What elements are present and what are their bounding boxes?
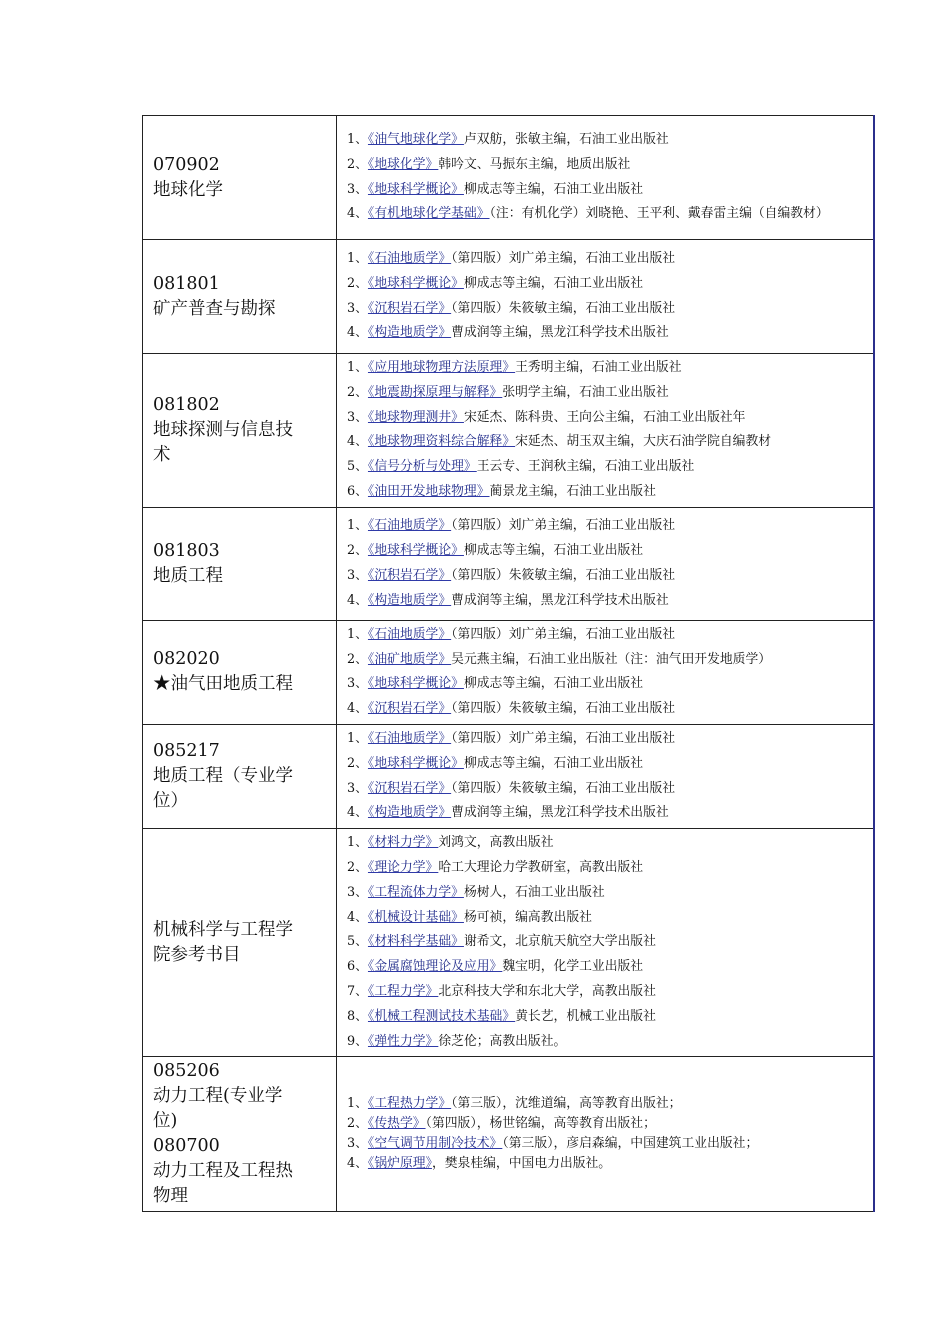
book-details: 刘鸿文，高教出版社 [438, 835, 554, 851]
program-cell [143, 829, 337, 1057]
book-details: 柳成志等主编，石油工业出版社 [463, 676, 644, 692]
book-number: 4、 [347, 206, 368, 222]
book-details: （第四版）刘广弟主编，石油工业出版社 [451, 730, 676, 746]
book-item [347, 321, 867, 346]
book-item [347, 480, 867, 505]
program-line: 085217 [153, 741, 220, 762]
program-line: 位） [153, 791, 188, 812]
book-list-cell [337, 1057, 875, 1212]
book-details: （第三版），彦启森编，中国建筑工业出版社； [502, 1136, 759, 1152]
book-title-link[interactable]: 《沉积岩石学》 [367, 300, 452, 316]
book-number: 8、 [347, 1008, 368, 1024]
book-list-cell [337, 620, 875, 724]
book-item [347, 272, 867, 297]
book-number: 1、 [347, 730, 368, 746]
book-title-link[interactable]: 《锅炉原理》 [367, 1156, 432, 1172]
book-number: 2、 [347, 1116, 368, 1132]
program-cell [143, 1057, 337, 1212]
program-cell [143, 620, 337, 724]
book-details: （第四版）朱筱敏主编，石油工业出版社 [451, 701, 676, 717]
book-number: 1、 [347, 518, 368, 534]
book-details: （第四版）刘广弟主编，石油工业出版社 [451, 626, 676, 642]
book-number: 5、 [347, 459, 368, 475]
book-title-link[interactable]: 《沉积岩石学》 [367, 701, 452, 717]
table-row [143, 116, 875, 240]
program-cell [143, 354, 337, 508]
book-item [347, 881, 867, 906]
book-item [347, 1094, 867, 1114]
book-item [347, 648, 867, 673]
book-title-link[interactable]: 《地球科学概论》 [367, 676, 464, 692]
program-cell [143, 116, 337, 240]
book-item [347, 697, 867, 722]
book-number: 4、 [347, 1156, 368, 1172]
book-item [347, 801, 867, 826]
book-details: 王云专、王润秋主编，石油工业出版社 [476, 459, 695, 475]
book-item [347, 1005, 867, 1030]
book-details: 柳成志等主编，石油工业出版社 [463, 755, 644, 771]
book-details: （注：有机化学）刘晓艳、王平利、戴春雷主编（自编教材） [489, 206, 829, 222]
book-item [347, 128, 867, 153]
book-number: 6、 [347, 483, 368, 499]
book-details: 张明学主编，石油工业出版社 [502, 384, 669, 400]
book-item [347, 831, 867, 856]
book-number: 1、 [347, 360, 368, 375]
book-item [347, 514, 867, 539]
program-line: 术 [153, 444, 171, 465]
book-item [347, 672, 867, 697]
book-list-cell [337, 507, 875, 620]
table-row [143, 354, 875, 508]
book-number: 2、 [347, 755, 368, 771]
book-title-link[interactable]: 《工程热力学》 [367, 1096, 452, 1112]
book-number: 9、 [347, 1033, 368, 1049]
book-details: ，樊泉桂编，中国电力出版社。 [431, 1156, 612, 1172]
book-number: 2、 [347, 156, 368, 172]
book-title-link[interactable]: 《弹性力学》 [367, 1033, 439, 1049]
program-line: 081802 [153, 394, 220, 415]
book-item [347, 955, 867, 980]
book-number: 6、 [347, 959, 368, 975]
program-line: 矿产普查与勘探 [153, 298, 276, 319]
book-item [347, 589, 867, 614]
book-title-link[interactable]: 《信号分析与处理》 [367, 459, 477, 475]
book-item [347, 539, 867, 564]
book-details: （第三版），沈维道编，高等教育出版社； [451, 1096, 682, 1112]
table-row [143, 507, 875, 620]
book-title-link[interactable]: 《工程流体力学》 [367, 884, 464, 900]
book-title-link[interactable]: 《沉积岩石学》 [367, 780, 452, 796]
program-line: 地球探测与信息技 [153, 419, 293, 440]
book-item [347, 1030, 867, 1055]
program-line: 动力工程(专业学 [153, 1086, 283, 1107]
book-title-link[interactable]: 《构造地质学》 [367, 805, 452, 821]
program-line: 081801 [153, 273, 220, 294]
book-number: 3、 [347, 676, 368, 692]
book-title-link[interactable]: 《地球科学概论》 [367, 275, 464, 291]
book-number: 4、 [347, 325, 368, 341]
book-details: 宋延杰、胡玉双主编，大庆石油学院自编教材 [515, 434, 772, 450]
book-number: 3、 [347, 567, 368, 583]
book-number: 7、 [347, 983, 368, 999]
book-details: （第四版）刘广弟主编，石油工业出版社 [451, 250, 676, 266]
program-line: ★油气田地质工程 [153, 674, 293, 695]
book-item [347, 1134, 867, 1154]
book-number: 3、 [347, 300, 368, 316]
book-details: 北京科技大学和东北大学，高教出版社 [438, 983, 656, 999]
book-title-link[interactable]: 《地球科学概论》 [367, 181, 464, 197]
book-title-link[interactable]: 《应用地球物理方法原理》 [367, 360, 516, 375]
program-line: 080700 [153, 1136, 220, 1157]
program-line: 动力工程及工程热 [153, 1161, 293, 1182]
book-details: （第四版）刘广弟主编，石油工业出版社 [451, 518, 676, 534]
table-row [143, 724, 875, 828]
book-item [347, 153, 867, 178]
book-number: 2、 [347, 542, 368, 558]
book-number: 1、 [347, 250, 368, 266]
book-details: 曹成润等主编，黑龙江科学技术出版社 [451, 325, 669, 341]
book-details: 黄长艺，机械工业出版社 [515, 1008, 656, 1024]
book-item [347, 356, 867, 381]
book-title-link[interactable]: 《有机地球化学基础》 [367, 206, 490, 222]
book-details: 韩吟文、马振东主编，地质出版社 [438, 156, 631, 172]
book-number: 3、 [347, 1136, 368, 1152]
program-line: 081803 [153, 540, 220, 561]
book-title-link[interactable]: 《石油地质学》 [367, 518, 452, 534]
book-title-link[interactable]: 《石油地质学》 [367, 250, 452, 266]
book-details: 卢双舫，张敏主编，石油工业出版社 [463, 131, 669, 147]
book-details: 柳成志等主编，石油工业出版社 [463, 542, 644, 558]
book-item [347, 727, 867, 752]
program-line: 院参考书目 [153, 944, 241, 965]
book-item [347, 381, 867, 406]
book-number: 1、 [347, 131, 368, 147]
book-item [347, 906, 867, 931]
book-title-link[interactable]: 《传热学》 [367, 1116, 426, 1132]
book-details: 哈工大理论力学教研室，高教出版社 [438, 859, 644, 875]
book-title-link[interactable]: 《油气地球化学》 [367, 131, 464, 147]
book-title-link[interactable]: 《机械设计基础》 [367, 909, 464, 925]
book-item [347, 930, 867, 955]
program-line: 地质工程（专业学 [153, 766, 293, 787]
book-number: 1、 [347, 626, 368, 642]
book-title-link[interactable]: 《理论力学》 [367, 859, 439, 875]
book-title-link[interactable]: 《空气调节用制冷技术》 [367, 1136, 503, 1152]
book-title-link[interactable]: 《机械工程测试技术基础》 [367, 1008, 516, 1024]
book-title-link[interactable]: 《石油地质学》 [367, 730, 452, 746]
reference-book-table [142, 115, 875, 1212]
book-title-link[interactable]: 《材料科学基础》 [367, 934, 464, 950]
book-details: 柳成志等主编，石油工业出版社 [463, 181, 644, 197]
book-list-cell [337, 354, 875, 508]
book-details: 杨树人，石油工业出版社 [463, 884, 605, 900]
book-details: 徐芝伦；高教出版社。 [438, 1033, 567, 1049]
table-row [143, 829, 875, 1057]
book-item [347, 247, 867, 272]
book-details: 王秀明主编，石油工业出版社 [515, 360, 682, 375]
book-number: 3、 [347, 884, 368, 900]
book-details: 蔺景龙主编，石油工业出版社 [489, 483, 656, 499]
book-item [347, 455, 867, 480]
book-item [347, 856, 867, 881]
book-details: （第四版），杨世铭编，高等教育出版社； [425, 1116, 656, 1132]
table-row [143, 620, 875, 724]
book-title-link[interactable]: 《油田开发地球物理》 [367, 483, 490, 499]
program-line: 085206 [153, 1061, 220, 1082]
book-item [347, 202, 867, 227]
book-list-cell [337, 829, 875, 1057]
book-item [347, 777, 867, 802]
book-details: 谢希文，北京航天航空大学出版社 [463, 934, 656, 950]
book-title-link[interactable]: 《工程力学》 [367, 983, 439, 999]
book-title-link[interactable]: 《金属腐蚀理论及应用》 [367, 959, 503, 975]
reference-table [142, 115, 875, 1212]
book-item [347, 406, 867, 431]
book-title-link[interactable]: 《石油地质学》 [367, 626, 452, 642]
book-title-link[interactable]: 《构造地质学》 [367, 325, 452, 341]
book-item [347, 1154, 867, 1174]
book-details: （第四版）朱筱敏主编，石油工业出版社 [451, 567, 676, 583]
program-line: 地球化学 [153, 179, 223, 200]
table-row [143, 1057, 875, 1212]
book-item [347, 623, 867, 648]
book-details: 吴元燕主编，石油工业出版社（注：油气田开发地质学） [451, 651, 772, 667]
program-line: 地质工程 [153, 565, 223, 586]
book-title-link[interactable]: 《地震勘探原理与解释》 [367, 384, 503, 400]
book-item [347, 297, 867, 322]
book-number: 4、 [347, 592, 368, 608]
book-title-link[interactable]: 《地球物理资料综合解释》 [367, 434, 516, 450]
book-details: （第四版）朱筱敏主编，石油工业出版社 [451, 300, 676, 316]
program-cell [143, 724, 337, 828]
program-line: 位) [153, 1111, 178, 1132]
book-title-link[interactable]: 《沉积岩石学》 [367, 567, 452, 583]
book-details: 柳成志等主编，石油工业出版社 [463, 275, 644, 291]
table-row [143, 240, 875, 354]
book-details: 曹成润等主编，黑龙江科学技术出版社 [451, 805, 669, 821]
book-details: （第四版）朱筱敏主编，石油工业出版社 [451, 780, 676, 796]
program-line: 物理 [153, 1186, 188, 1207]
book-number: 3、 [347, 780, 368, 796]
book-title-link[interactable]: 《油矿地质学》 [367, 651, 452, 667]
book-number: 4、 [347, 701, 368, 717]
book-number: 3、 [347, 181, 368, 197]
program-line: 机械科学与工程学 [153, 919, 293, 940]
book-details: 魏宝明，化学工业出版社 [502, 959, 644, 975]
book-title-link[interactable]: 《构造地质学》 [367, 592, 452, 608]
book-number: 4、 [347, 434, 368, 450]
book-number: 2、 [347, 651, 368, 667]
book-number: 2、 [347, 384, 368, 400]
book-number: 1、 [347, 835, 368, 851]
book-title-link[interactable]: 《地球化学》 [367, 156, 439, 172]
book-item [347, 430, 867, 455]
book-title-link[interactable]: 《材料力学》 [367, 835, 439, 851]
program-cell [143, 240, 337, 354]
book-item [347, 752, 867, 777]
book-title-link[interactable]: 《地球科学概论》 [367, 542, 464, 558]
book-title-link[interactable]: 《地球物理测井》 [367, 409, 464, 425]
book-details: 曹成润等主编，黑龙江科学技术出版社 [451, 592, 669, 608]
book-item [347, 178, 867, 203]
book-list-cell [337, 116, 875, 240]
program-line: 082020 [153, 649, 220, 670]
book-list-cell [337, 724, 875, 828]
book-item [347, 1114, 867, 1134]
book-title-link[interactable]: 《地球科学概论》 [367, 755, 464, 771]
book-item [347, 564, 867, 589]
book-details: 杨可祯，编高教出版社 [463, 909, 592, 925]
book-list-cell [337, 240, 875, 354]
book-number: 1、 [347, 1096, 368, 1112]
book-number: 3、 [347, 409, 368, 425]
program-line: 070902 [153, 154, 220, 175]
book-number: 2、 [347, 859, 368, 875]
book-details: 宋延杰、陈科贵、王向公主编，石油工业出版社年 [463, 409, 746, 425]
book-number: 5、 [347, 934, 368, 950]
book-number: 4、 [347, 805, 368, 821]
book-number: 2、 [347, 275, 368, 291]
program-cell [143, 507, 337, 620]
book-item [347, 980, 867, 1005]
book-number: 4、 [347, 909, 368, 925]
